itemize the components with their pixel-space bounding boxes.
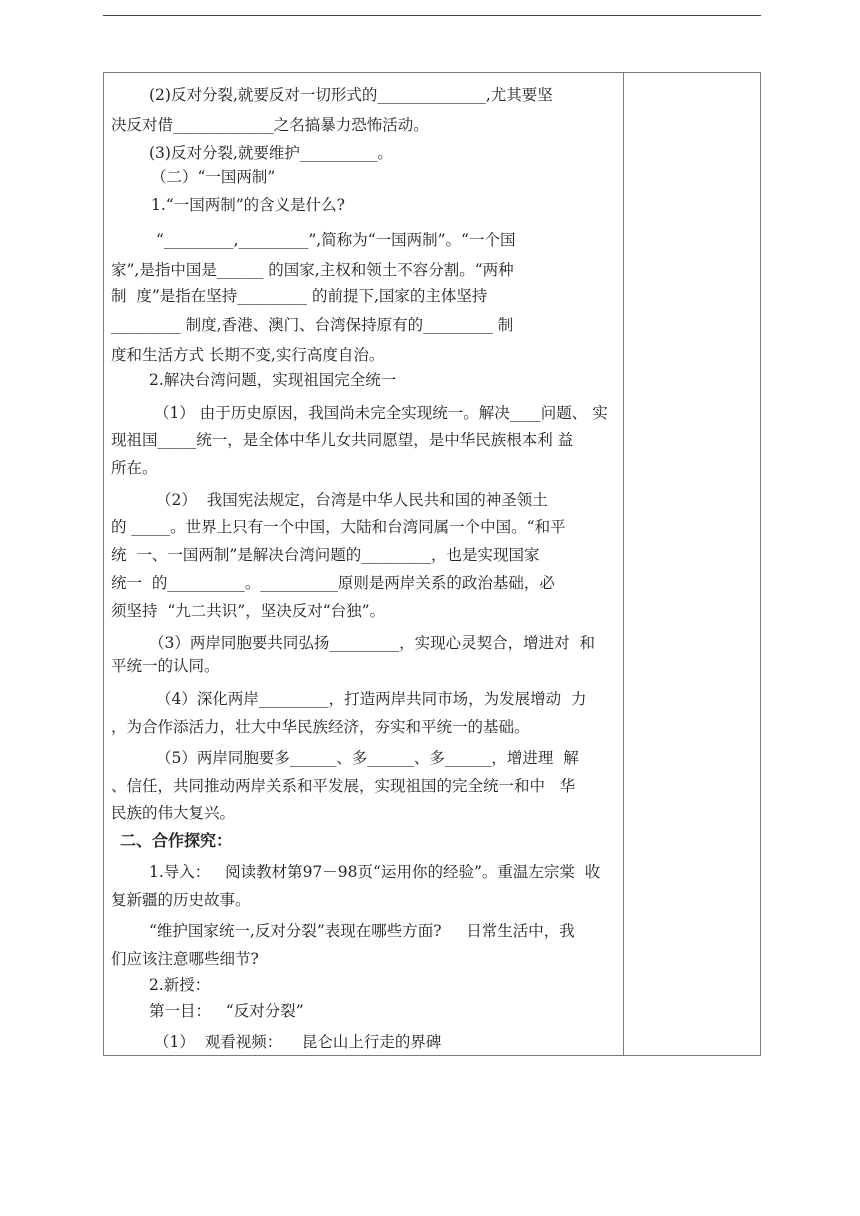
text-line: （二）“一国两制” xyxy=(151,168,276,186)
text-line: ，为合作添活力，壮大中华民族经济，夯实和平统一的基础。 xyxy=(111,718,530,736)
text-line: （4）深化两岸_________，打造两岸共同市场，为发展增动 力 xyxy=(156,690,587,708)
text-line: “_________,_________”,简称为“一国两制”。“一个国 xyxy=(156,231,516,249)
text-line: 们应该注意哪些细节? xyxy=(111,950,259,968)
text-line: 现祖国_____统一，是全体中华儿女共同愿望，是中华民族根本利 益 xyxy=(111,431,574,449)
text-line: 平统一的认同。 xyxy=(111,657,220,675)
notes-cell xyxy=(624,73,760,1055)
text-line: （5）两岸同胞要多______、多______、多______，增进理 解 xyxy=(156,749,579,767)
text-line: （2） 我国宪法规定，台湾是中华人民共和国的神圣领土 xyxy=(156,491,548,509)
text-line: (3)反对分裂,就要维护__________。 xyxy=(149,144,393,162)
text-line: 、信任，共同推动两岸关系和平发展，实现祖国的完全统一和中 华 xyxy=(111,777,576,795)
text-line: 2.解决台湾问题，实现祖国完全统一 xyxy=(149,371,397,389)
header-rule xyxy=(103,15,761,16)
text-line: 复新疆的历史故事。 xyxy=(111,891,251,909)
text-line: 所在。 xyxy=(111,459,158,477)
text-line: 1.“一国两制”的含义是什么? xyxy=(151,196,345,214)
text-line: 2.新授： xyxy=(149,976,211,994)
text-line: 须坚持 “九二共识”，坚决反对“台独”。 xyxy=(111,602,386,620)
text-line: 第一目： “反对分裂” xyxy=(149,1002,304,1020)
text-line: 1.导入： 阅读教材第97－98页“运用你的经验”。重温左宗棠 收 xyxy=(149,863,601,881)
lesson-plan-table xyxy=(103,72,761,1056)
lesson-content-cell xyxy=(104,73,623,1055)
text-line: 统 一、一国两制”是解决台湾问题的_________，也是实现国家 xyxy=(111,546,540,564)
text-line: 民族的伟大复兴。 xyxy=(111,804,236,822)
text-line: (2)反对分裂,就要反对一切形式的______________,尤其要坚 xyxy=(149,86,553,104)
text-line: 的 _____。世界上只有一个中国，大陆和台湾同属一个中国。“和平 xyxy=(111,518,566,536)
text-line: （1） 由于历史原因，我国尚未完全实现统一。解决____问题、 实 xyxy=(154,404,608,422)
section-heading: 二、合作探究： xyxy=(120,831,233,850)
text-line: 度和生活方式 长期不变,实行高度自治。 xyxy=(111,346,385,364)
text-line: 决反对借_____________之名搞暴力恐怖活动。 xyxy=(111,116,429,134)
text-line: 制 度”是指在坚持_________ 的前提下,国家的主体坚持 xyxy=(111,287,488,305)
text-line: 家”,是指中国是______ 的国家,主权和领土不容分割。“两种 xyxy=(111,261,514,279)
text-line: _________ 制度,香港、澳门、台湾保持原有的_________ 制 xyxy=(111,316,514,334)
text-line: （3）两岸同胞要共同弘扬_________，实现心灵契合，增进对 和 xyxy=(149,634,595,652)
text-line: 统一 的__________。__________原则是两岸关系的政治基础，必 xyxy=(111,574,555,592)
text-line: “维护国家统一,反对分裂”表现在哪些方面? 日常生活中，我 xyxy=(149,922,575,940)
text-line: （1） 观看视频： 昆仑山上行走的界碑 xyxy=(154,1033,442,1051)
